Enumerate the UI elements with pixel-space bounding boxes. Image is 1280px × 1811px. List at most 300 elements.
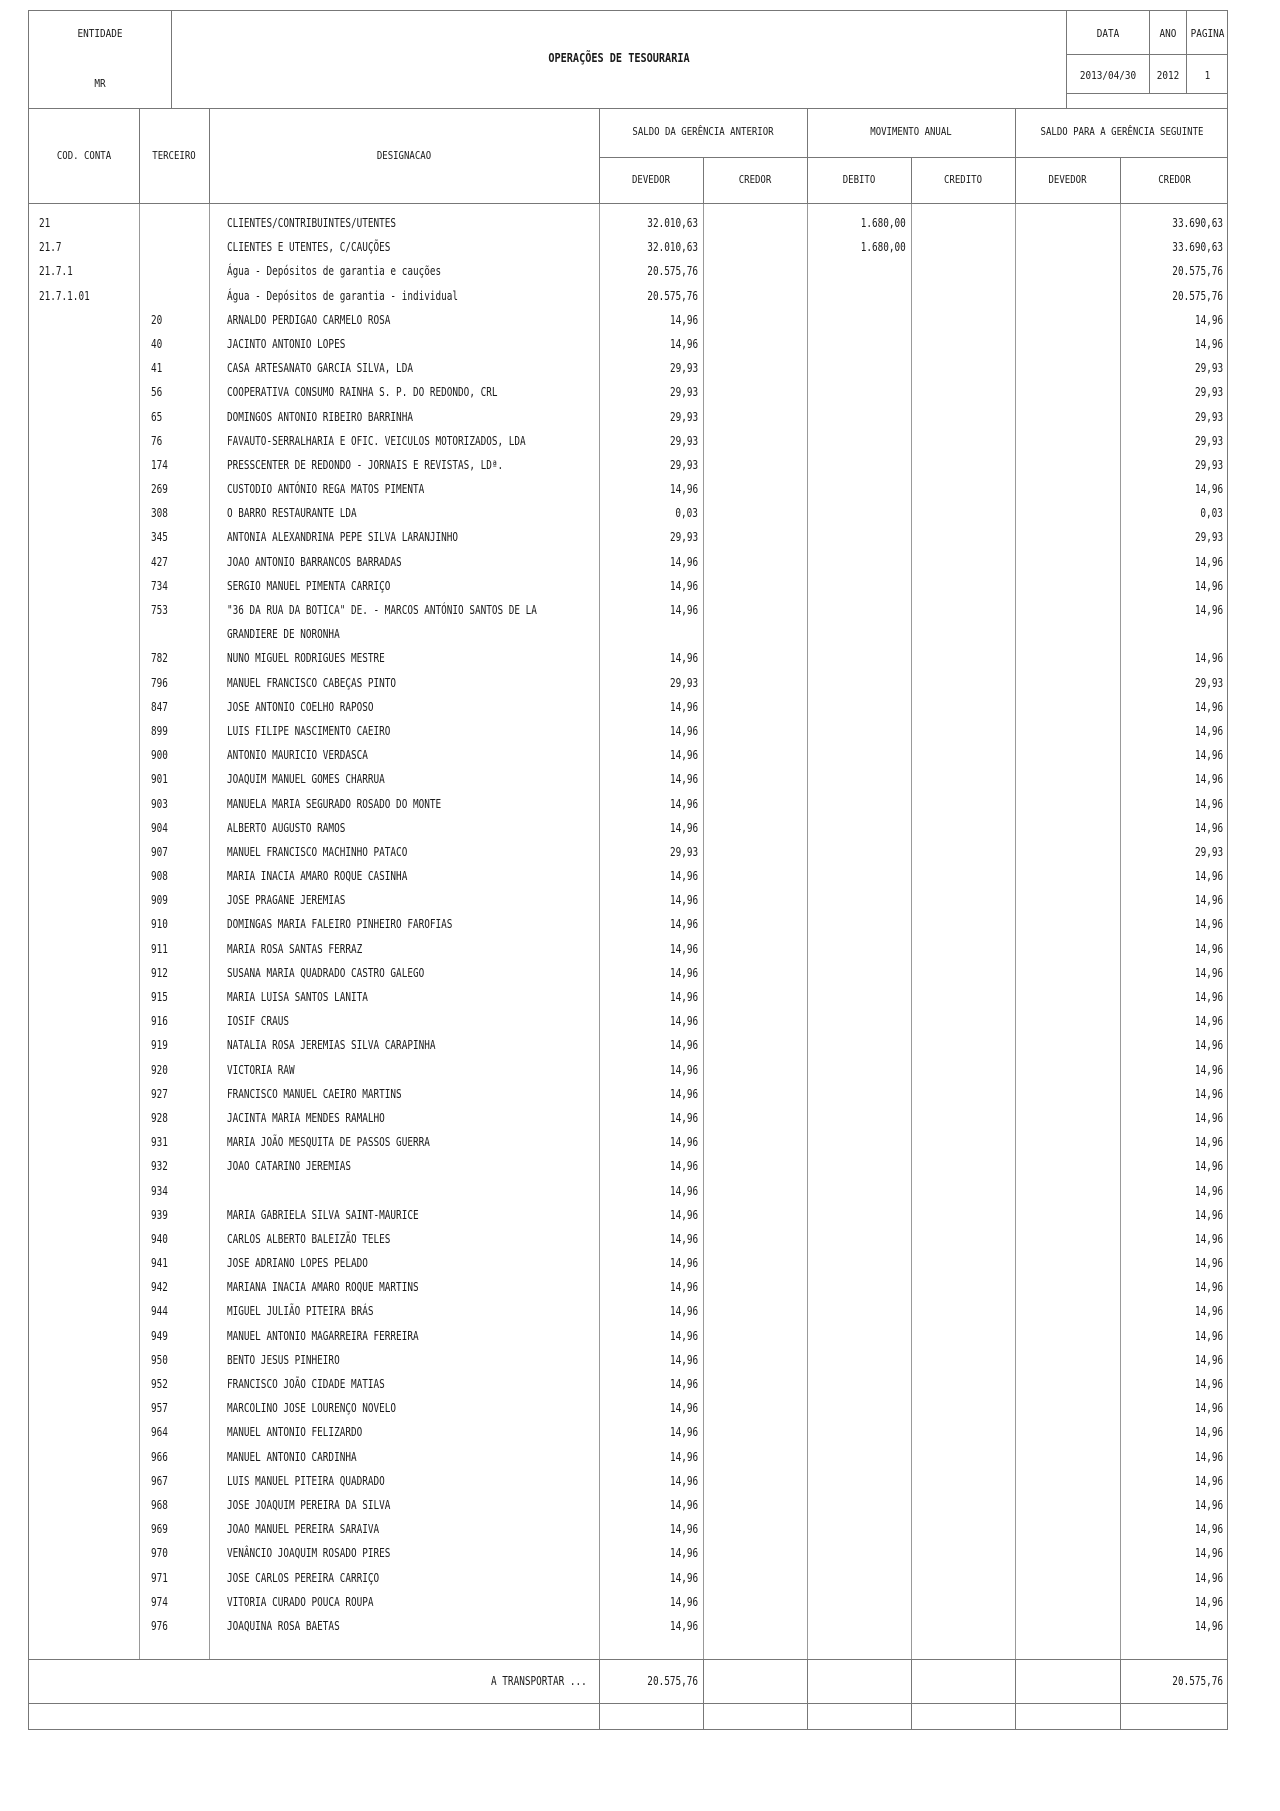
credor-anterior-cell: 14,96 — [669, 699, 698, 714]
table-row — [29, 432, 1227, 456]
credor-anterior-cell: 14,96 — [669, 1159, 698, 1174]
table-row — [29, 1520, 1227, 1544]
credor-seguinte-cell: 14,96 — [1194, 1183, 1223, 1198]
terceiro-cell: 912 — [151, 965, 168, 980]
credor-anterior-cell: 29,93 — [669, 433, 698, 448]
terceiro-cell: 847 — [151, 699, 168, 714]
terceiro-cell: 952 — [151, 1377, 168, 1391]
credor-anterior-cell: 14,96 — [669, 1546, 698, 1561]
terceiro-cell: 944 — [151, 1304, 168, 1319]
credor-seguinte-cell: 14,96 — [1194, 1377, 1223, 1391]
terceiro-cell: 76 — [151, 433, 163, 448]
credor-seguinte-cell: 14,96 — [1194, 917, 1223, 932]
credor-seguinte-cell: 14,96 — [1194, 990, 1223, 1004]
designacao-cell: CASA ARTESANATO GARCIA SILVA, LDA — [227, 361, 413, 376]
credor-anterior-cell: 14,96 — [669, 965, 698, 980]
credor-seguinte-cell: 14,96 — [1194, 1086, 1223, 1101]
designacao-cell: DOMINGOS ANTONIO RIBEIRO BARRINHA — [227, 409, 413, 424]
terceiro-cell: 976 — [151, 1618, 168, 1633]
table-row — [29, 722, 1227, 746]
designacao-cell: ARNALDO PERDIGAO CARMELO ROSA — [227, 312, 391, 327]
credor-anterior-cell: 14,96 — [669, 578, 698, 593]
table-row — [29, 1375, 1227, 1399]
col-saldo-seguinte: SALDO PARA A GERÊNCIA SEGUINTE — [1040, 125, 1204, 138]
pagina-value-cell — [1187, 55, 1228, 94]
table-row — [29, 383, 1227, 407]
credor-seguinte-cell: 29,93 — [1194, 844, 1223, 859]
designacao-cell: Água - Depósitos de garantia - individual — [227, 288, 459, 303]
credor-seguinte-cell: 29,93 — [1194, 675, 1223, 690]
credor-anterior-cell: 14,96 — [669, 312, 698, 327]
credor-seguinte-cell: 14,96 — [1194, 1304, 1223, 1319]
credor-anterior-cell: 29,93 — [669, 457, 698, 472]
terceiro-cell: 950 — [151, 1352, 168, 1367]
credor-seguinte-cell: 14,96 — [1194, 820, 1223, 835]
credor-seguinte-cell: 14,96 — [1194, 482, 1223, 497]
credor-seguinte-cell: 14,96 — [1194, 1135, 1223, 1150]
designacao-cell: "36 DA RUA DA BOTICA" DE. - MARCOS ANTÓNIO SANTOS DE LA — [227, 603, 537, 617]
credor-anterior-cell: 14,96 — [669, 917, 698, 932]
designacao-cell: LUIS MANUEL PITEIRA QUADRADO — [227, 1473, 385, 1488]
credor-anterior-cell: 14,96 — [669, 1352, 698, 1367]
credor-seguinte-cell: 14,96 — [1194, 336, 1223, 351]
credor-seguinte-cell: 14,96 — [1194, 1062, 1223, 1077]
terceiro-cell: 949 — [151, 1328, 168, 1343]
pagina-value: 1 — [1204, 69, 1211, 82]
table-row — [29, 1157, 1227, 1181]
designacao-cell: JOAO CATARINO JEREMIAS — [227, 1159, 351, 1174]
col-debito: DEBITO — [842, 173, 876, 186]
designacao-cell: NUNO MIGUEL RODRIGUES MESTRE — [227, 651, 385, 666]
designacao-cell: JACINTA MARIA MENDES RAMALHO — [227, 1110, 385, 1125]
credor-seguinte-cell: 20.575,76 — [1172, 264, 1223, 279]
designacao-cell: GRANDIERE DE NORONHA — [227, 627, 340, 642]
credor-anterior-cell: 20.575,76 — [647, 264, 698, 279]
terceiro-cell: 969 — [151, 1522, 168, 1537]
col-cod-conta: COD. CONTA — [56, 149, 112, 162]
table-row — [29, 674, 1227, 698]
designacao-cell: MARCOLINO JOSE LOURENÇO NOVELO — [227, 1401, 397, 1416]
credor-anterior-cell: 14,96 — [669, 1231, 698, 1246]
terceiro-cell: 931 — [151, 1135, 168, 1150]
credor-anterior-cell: 14,96 — [669, 1594, 698, 1609]
terceiro-cell: 269 — [151, 482, 168, 497]
col-movimento-anual: MOVIMENTO ANUAL — [870, 125, 952, 138]
table-row — [29, 940, 1227, 964]
terceiro-cell: 345 — [151, 530, 168, 545]
credor-seguinte-cell: 14,96 — [1194, 1038, 1223, 1053]
credor-seguinte-cell: 14,96 — [1194, 723, 1223, 738]
ano-value: 2012 — [1156, 69, 1180, 82]
report-title: OPERAÇÕES DE TESOURARIA — [548, 51, 690, 65]
credor-seguinte-cell: 0,03 — [1200, 506, 1223, 521]
designacao-cell: JOSE PRAGANE JEREMIAS — [227, 893, 346, 908]
credor-anterior-cell: 14,96 — [669, 1473, 698, 1488]
designacao-cell: MANUEL ANTONIO CARDINHA — [227, 1449, 357, 1464]
terceiro-cell: 966 — [151, 1449, 168, 1464]
entidade-cell — [29, 11, 172, 108]
report-header — [28, 10, 1228, 108]
credor-anterior-cell: 14,96 — [669, 1183, 698, 1198]
terceiro-cell: 920 — [151, 1062, 168, 1077]
credor-seguinte-cell: 29,93 — [1194, 457, 1223, 472]
table-row — [29, 359, 1227, 383]
col-designacao: DESIGNACAO — [376, 149, 432, 162]
terceiro-cell: 927 — [151, 1086, 168, 1101]
table-row — [29, 891, 1227, 915]
credor-anterior-cell: 29,93 — [669, 385, 698, 400]
table-row — [29, 1351, 1227, 1375]
credor-seguinte-cell: 29,93 — [1194, 361, 1223, 376]
table-row — [29, 1399, 1227, 1423]
designacao-cell: JOSE ADRIANO LOPES PELADO — [227, 1256, 368, 1271]
table-row — [29, 1012, 1227, 1036]
table-row — [29, 553, 1227, 577]
credor-anterior-cell: 14,96 — [669, 941, 698, 956]
table-row — [29, 867, 1227, 891]
table-row — [29, 335, 1227, 359]
credor-seguinte-cell: 14,96 — [1194, 1014, 1223, 1029]
credor-seguinte-cell: 14,96 — [1194, 1594, 1223, 1609]
designacao-cell: FRANCISCO JOÃO CIDADE MATIAS — [227, 1377, 385, 1391]
credor-seguinte-cell: 14,96 — [1194, 1256, 1223, 1271]
terceiro-cell: 909 — [151, 893, 168, 908]
credor-anterior-cell: 14,96 — [669, 1401, 698, 1416]
designacao-cell: MARIA INACIA AMARO ROQUE CASINHA — [227, 869, 408, 884]
table-row — [29, 480, 1227, 504]
table-row — [29, 1593, 1227, 1617]
table-row — [29, 1302, 1227, 1326]
credor-seguinte-cell: 14,96 — [1194, 1159, 1223, 1174]
credor-anterior-cell: 14,96 — [669, 869, 698, 884]
designacao-cell: VICTORIA RAW — [227, 1062, 295, 1077]
credor-anterior-cell: 29,93 — [669, 409, 698, 424]
designacao-cell: JOAQUIM MANUEL GOMES CHARRUA — [227, 772, 385, 787]
table-row — [29, 262, 1227, 286]
credor-anterior-cell: 29,93 — [669, 530, 698, 545]
table-row — [29, 504, 1227, 528]
table-row — [29, 1061, 1227, 1085]
table-row — [29, 770, 1227, 794]
credor-seguinte-cell: 29,93 — [1194, 433, 1223, 448]
ano-value-cell — [1150, 55, 1187, 94]
credor-seguinte-cell: 14,96 — [1194, 869, 1223, 884]
credor-anterior-cell: 14,96 — [669, 893, 698, 908]
credor-seguinte-cell: 14,96 — [1194, 1352, 1223, 1367]
designacao-cell: MANUEL FRANCISCO MACHINHO PATACO — [227, 844, 408, 859]
credor-anterior-cell: 14,96 — [669, 1328, 698, 1343]
designacao-cell: MANUEL FRANCISCO CABEÇAS PINTO — [227, 675, 397, 690]
terceiro-cell: 974 — [151, 1594, 168, 1609]
table-row — [29, 1278, 1227, 1302]
ano-label: ANO — [1159, 27, 1177, 40]
credor-anterior-cell: 14,96 — [669, 1425, 698, 1440]
credor-seguinte-cell: 14,96 — [1194, 1522, 1223, 1537]
credor-anterior-cell: 14,96 — [669, 1377, 698, 1391]
designacao-cell: MARIA GABRIELA SILVA SAINT-MAURICE — [227, 1207, 419, 1222]
table-row — [29, 746, 1227, 770]
pagina-label-cell — [1187, 11, 1228, 55]
designacao-cell: SERGIO MANUEL PIMENTA CARRIÇO — [227, 578, 391, 593]
credor-anterior-cell: 14,96 — [669, 603, 698, 617]
credor-anterior-cell: 14,96 — [669, 1110, 698, 1125]
credito-cell: 1.680,00 — [860, 240, 906, 255]
table-row — [29, 698, 1227, 722]
column-header — [28, 108, 1228, 204]
table-row — [29, 1206, 1227, 1230]
credor-anterior-cell: 14,96 — [669, 1062, 698, 1077]
terceiro-cell: 41 — [151, 361, 163, 376]
terceiro-cell: 928 — [151, 1110, 168, 1125]
credor-anterior-cell: 14,96 — [669, 482, 698, 497]
table-row — [29, 1423, 1227, 1447]
credor-seguinte-cell: 29,93 — [1194, 385, 1223, 400]
table-row — [29, 1472, 1227, 1496]
designacao-cell: O BARRO RESTAURANTE LDA — [227, 506, 357, 521]
credor-seguinte-cell: 20.575,76 — [1172, 288, 1223, 303]
terceiro-cell: 942 — [151, 1280, 168, 1295]
credor-seguinte-cell: 14,96 — [1194, 1110, 1223, 1125]
table-row — [29, 649, 1227, 673]
credor-seguinte-cell: 14,96 — [1194, 699, 1223, 714]
terceiro-cell: 911 — [151, 941, 168, 956]
cod-conta-cell: 21 — [39, 216, 51, 230]
credor-anterior-cell: 29,93 — [669, 675, 698, 690]
designacao-cell: FAVAUTO-SERRALHARIA E OFIC. VEICULOS MOTORIZADOS, LDA — [227, 433, 526, 448]
designacao-cell: LUIS FILIPE NASCIMENTO CAEIRO — [227, 723, 391, 738]
table-row — [29, 988, 1227, 1012]
table-row — [29, 795, 1227, 819]
footer-blank-row — [28, 1704, 1228, 1730]
designacao-cell: ANTONIO MAURICIO VERDASCA — [227, 748, 368, 763]
terceiro-cell: 20 — [151, 312, 163, 327]
designacao-cell: ANTONIA ALEXANDRINA PEPE SILVA LARANJINHO — [227, 530, 459, 545]
credor-anterior-cell: 14,96 — [669, 1207, 698, 1222]
table-row — [29, 1133, 1227, 1157]
terceiro-cell: 56 — [151, 385, 163, 400]
credor-anterior-cell: 14,96 — [669, 1280, 698, 1295]
table-row — [29, 408, 1227, 432]
table-row — [29, 456, 1227, 480]
credor-anterior-cell: 14,96 — [669, 723, 698, 738]
terceiro-cell: 40 — [151, 336, 163, 351]
credor-seguinte-cell: 14,96 — [1194, 772, 1223, 787]
table-row — [29, 214, 1227, 238]
credor-anterior-cell: 14,96 — [669, 748, 698, 763]
cod-conta-cell: 21.7 — [39, 240, 62, 255]
designacao-cell: ALBERTO AUGUSTO RAMOS — [227, 820, 346, 835]
credor-seguinte-cell: 14,96 — [1194, 1497, 1223, 1512]
designacao-cell: IOSIF CRAUS — [227, 1014, 289, 1029]
entidade-label: ENTIDADE — [77, 27, 123, 40]
designacao-cell: JOSE ANTONIO COELHO RAPOSO — [227, 699, 374, 714]
credor-anterior-cell: 14,96 — [669, 1086, 698, 1101]
designacao-cell: CLIENTES E UTENTES, C/CAUÇÕES — [227, 240, 391, 255]
credor-anterior-cell: 14,96 — [669, 1038, 698, 1053]
credor-anterior-cell: 14,96 — [669, 1449, 698, 1464]
credor-anterior-cell: 14,96 — [669, 1522, 698, 1537]
credor-anterior-cell: 14,96 — [669, 1304, 698, 1319]
credor-seguinte-cell: 14,96 — [1194, 312, 1223, 327]
designacao-cell: CLIENTES/CONTRIBUINTES/UTENTES — [227, 216, 397, 230]
credito-cell: 1.680,00 — [860, 216, 906, 230]
credor-anterior-cell: 20.575,76 — [647, 288, 698, 303]
credor-anterior-cell: 14,96 — [669, 1570, 698, 1585]
terceiro-cell: 916 — [151, 1014, 168, 1029]
table-row — [29, 625, 1227, 649]
credor-seguinte-cell: 14,96 — [1194, 1280, 1223, 1295]
transport-footer — [28, 1659, 1228, 1704]
terceiro-cell: 796 — [151, 675, 168, 690]
designacao-cell: MARIA LUISA SANTOS LANITA — [227, 990, 368, 1004]
credor-seguinte-cell: 14,96 — [1194, 603, 1223, 617]
entidade-value: MR — [94, 77, 106, 90]
terceiro-cell: 940 — [151, 1231, 168, 1246]
table-row — [29, 577, 1227, 601]
table-row — [29, 1327, 1227, 1351]
credor-seguinte-cell: 14,96 — [1194, 1328, 1223, 1343]
designacao-cell: CARLOS ALBERTO BALEIZÃO TELES — [227, 1231, 391, 1246]
designacao-cell: CUSTODIO ANTÓNIO REGA MATOS PIMENTA — [227, 482, 425, 497]
designacao-cell: DOMINGAS MARIA FALEIRO PINHEIRO FAROFIAS — [227, 917, 453, 932]
credor-seguinte-cell: 14,96 — [1194, 578, 1223, 593]
credor-anterior-cell: 14,96 — [669, 796, 698, 811]
credor-seguinte-cell: 14,96 — [1194, 1449, 1223, 1464]
designacao-cell: JACINTO ANTONIO LOPES — [227, 336, 346, 351]
designacao-cell: NATALIA ROSA JEREMIAS SILVA CARAPINHA — [227, 1038, 436, 1053]
credor-seguinte-cell: 33.690,63 — [1172, 240, 1223, 255]
credor-seguinte-cell: 14,96 — [1194, 1570, 1223, 1585]
terceiro-cell: 901 — [151, 772, 168, 787]
col-devedor-seguinte: DEVEDOR — [1048, 173, 1087, 186]
credor-seguinte-cell: 14,96 — [1194, 1546, 1223, 1561]
credor-seguinte-cell: 14,96 — [1194, 1425, 1223, 1440]
terceiro-cell: 900 — [151, 748, 168, 763]
credor-seguinte-cell: 33.690,63 — [1172, 216, 1223, 230]
ano-label-cell — [1150, 11, 1187, 55]
designacao-cell: JOAQUINA ROSA BAETAS — [227, 1618, 340, 1633]
credor-seguinte-cell: 14,96 — [1194, 1618, 1223, 1633]
data-value-cell — [1067, 55, 1150, 94]
designacao-cell: MIGUEL JULIÃO PITEIRA BRÁS — [227, 1304, 374, 1319]
designacao-cell: MANUEL ANTONIO FELIZARDO — [227, 1425, 363, 1440]
credor-anterior-cell: 14,96 — [669, 820, 698, 835]
col-credor-anterior: CREDOR — [738, 173, 772, 186]
credor-seguinte-cell: 29,93 — [1194, 530, 1223, 545]
credor-anterior-cell: 32.010,63 — [647, 216, 698, 230]
designacao-cell: BENTO JESUS PINHEIRO — [227, 1352, 340, 1367]
designacao-cell: MARIA JOÃO MESQUITA DE PASSOS GUERRA — [227, 1135, 430, 1150]
col-credito: CREDITO — [943, 173, 983, 186]
terceiro-cell: 903 — [151, 796, 168, 811]
terceiro-cell: 970 — [151, 1546, 168, 1561]
credor-seguinte-cell: 14,96 — [1194, 1207, 1223, 1222]
terceiro-cell: 939 — [151, 1207, 168, 1222]
table-row — [29, 819, 1227, 843]
credor-seguinte-cell: 14,96 — [1194, 554, 1223, 569]
terceiro-cell: 934 — [151, 1183, 168, 1198]
terceiro-cell: 941 — [151, 1256, 168, 1271]
table-row — [29, 1109, 1227, 1133]
designacao-cell: MANUEL ANTONIO MAGARREIRA FERREIRA — [227, 1328, 419, 1343]
designacao-cell: PRESSCENTER DE REDONDO - JORNAIS E REVISTAS, LDª. — [227, 457, 504, 472]
table-row — [29, 964, 1227, 988]
col-terceiro: TERCEIRO — [152, 149, 196, 162]
terceiro-cell: 932 — [151, 1159, 168, 1174]
credor-anterior-cell: 14,96 — [669, 1256, 698, 1271]
terceiro-cell: 968 — [151, 1497, 168, 1512]
terceiro-cell: 899 — [151, 723, 168, 738]
credor-seguinte-cell: 14,96 — [1194, 1401, 1223, 1416]
terceiro-cell: 65 — [151, 409, 163, 424]
terceiro-cell: 915 — [151, 990, 168, 1004]
credor-anterior-cell: 14,96 — [669, 1135, 698, 1150]
credor-anterior-cell: 14,96 — [669, 554, 698, 569]
credor-anterior-cell: 0,03 — [675, 506, 698, 521]
credor-anterior-cell: 14,96 — [669, 651, 698, 666]
transport-credor-anterior: 20.575,76 — [647, 1674, 698, 1689]
terceiro-cell: 427 — [151, 554, 168, 569]
col-saldo-anterior: SALDO DA GERÊNCIA ANTERIOR — [632, 125, 774, 138]
table-row — [29, 1254, 1227, 1278]
designacao-cell: MARIANA INACIA AMARO ROQUE MARTINS — [227, 1280, 419, 1295]
credor-seguinte-cell: 14,96 — [1194, 941, 1223, 956]
table-row — [29, 1230, 1227, 1254]
table-row — [29, 915, 1227, 939]
designacao-cell: MARIA ROSA SANTAS FERRAZ — [227, 941, 363, 956]
cod-conta-cell: 21.7.1 — [39, 264, 73, 279]
transport-label: A TRANSPORTAR ... — [491, 1674, 587, 1689]
credor-anterior-cell: 29,93 — [669, 361, 698, 376]
terceiro-cell: 904 — [151, 820, 168, 835]
designacao-cell: VITORIA CURADO POUCA ROUPA — [227, 1594, 374, 1609]
terceiro-cell: 957 — [151, 1401, 168, 1416]
designacao-cell: COOPERATIVA CONSUMO RAINHA S. P. DO REDONDO, CRL — [227, 385, 498, 400]
terceiro-cell: 910 — [151, 917, 168, 932]
credor-anterior-cell: 29,93 — [669, 844, 698, 859]
designacao-cell: JOAO ANTONIO BARRANCOS BARRADAS — [227, 554, 402, 569]
credor-anterior-cell: 14,96 — [669, 1497, 698, 1512]
table-row — [29, 1182, 1227, 1206]
table-row — [29, 601, 1227, 625]
table-row — [29, 287, 1227, 311]
designacao-cell: JOAO MANUEL PEREIRA SARAIVA — [227, 1522, 380, 1537]
credor-seguinte-cell: 14,96 — [1194, 1231, 1223, 1246]
credor-seguinte-cell: 14,96 — [1194, 796, 1223, 811]
terceiro-cell: 919 — [151, 1038, 168, 1053]
table-row — [29, 1085, 1227, 1109]
col-devedor-anterior: DEVEDOR — [631, 173, 671, 186]
terceiro-cell: 734 — [151, 578, 168, 593]
transport-credor-seguinte: 20.575,76 — [1172, 1674, 1223, 1689]
table-row — [29, 1036, 1227, 1060]
data-value: 2013/04/30 — [1079, 69, 1137, 82]
credor-anterior-cell: 14,96 — [669, 1014, 698, 1029]
account-rows — [28, 204, 1228, 1659]
terceiro-cell: 782 — [151, 651, 168, 666]
designacao-cell: JOSE CARLOS PEREIRA CARRIÇO — [227, 1570, 380, 1585]
credor-seguinte-cell: 14,96 — [1194, 965, 1223, 980]
terceiro-cell: 967 — [151, 1473, 168, 1488]
table-row — [29, 311, 1227, 335]
credor-anterior-cell: 14,96 — [669, 990, 698, 1004]
credor-seguinte-cell: 29,93 — [1194, 409, 1223, 424]
pagina-label: PAGINA — [1190, 27, 1225, 40]
credor-anterior-cell: 14,96 — [669, 1618, 698, 1633]
designacao-cell: Água - Depósitos de garantia e cauções — [227, 264, 442, 279]
designacao-cell: JOSE JOAQUIM PEREIRA DA SILVA — [227, 1497, 391, 1512]
credor-seguinte-cell: 14,96 — [1194, 1473, 1223, 1488]
